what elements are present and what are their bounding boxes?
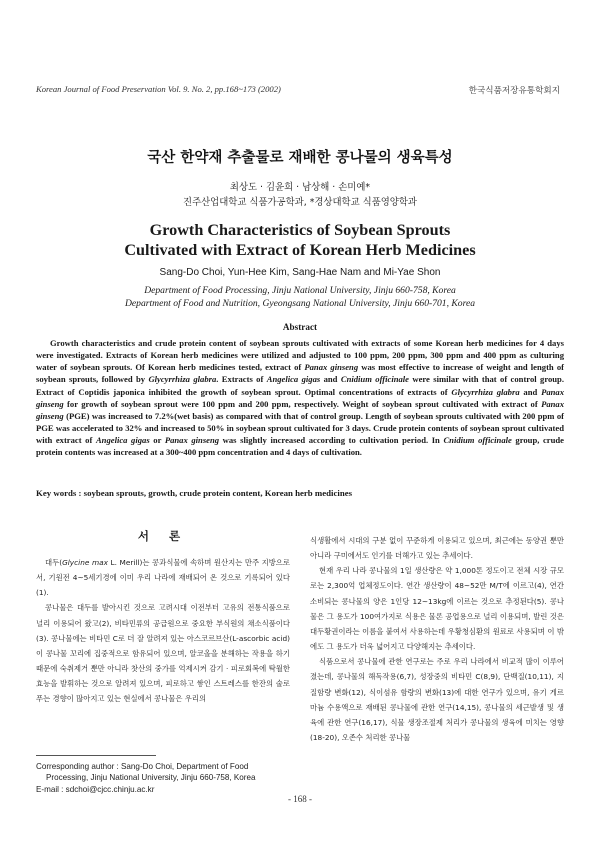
corresponding-author-footnote: Corresponding author : Sang-Do Choi, Department of Food Processing, Jinju National University, Jinju 660-758, Korea E-mail : sdchoi@cjcc.chinju.ac.kr: [36, 761, 290, 795]
intro-paragraph-2: 콩나물은 대두를 발아시킨 것으로 고려시대 이전부터 고유의 전통식품으로 널리 이용되어 왔고(2), 비타민류의 공급원으로 중요한 부식원의 채소식품이다(3). 콩나물에는 비타민 C로 더 잘 알려져 있는 아스코르브산(L-ascorbic acid)이 콩나물 꼬리에 집중적으로 함유되어 있으며, 알코올을 분해하는 작용을 하기 때문에 숙취제거 뿐만 아니라 찻산의 중가를 억제시켜 감기 · 피로회복에 탁월한 효능을 발휘하는 것으로 알려져 있으며, 피로하고 쌓인 스트레스를 한잔의 술로 푸는 경향이 많아지고 있는 현실에서 콩나물은 우리의: [36, 603, 290, 704]
korean-affiliation: 진주산업대학교 식품가공학과, *경상대학교 식품영양학과: [183, 197, 417, 208]
affiliation-1: Department of Food Processing, Jinju National University, Jinju 660-758, Korea: [144, 285, 456, 296]
species-name: Panax ginseng: [36, 398, 564, 421]
intro-paragraph-5: 식품으로서 콩나물에 관한 연구로는 주로 우리 나라에서 비교적 많이 이루어졌는데, 콩나물의 해독작용(6,7), 성장중의 비타민 C(8,9), 단백질(10,11), 지질함량 변화(12), 식이섬유 함량의 변화(13)에 대한 연구가 있으며, 유기 게르마늄 수용액으로 재배된 콩나물에 관한 연구(14,15), 콩나물의 세근발생 및 생육에 관한 연구(16,17), 식물 생장조절제 처리가 콩나물의 생육에 미치는 영향(18-20), 오존수 처리한 콩나물: [310, 657, 564, 743]
introduction-heading: 서 론: [137, 529, 189, 543]
korean-title: 국산 한약재 추출물로 재배한 콩나물의 생육특성: [147, 150, 453, 166]
intro-paragraph-3: 식생활에서 시대의 구분 없이 꾸준하게 이용되고 있으며, 최근에는 동양권 뿐만 아니라 구미에서도 인기를 더해가고 있는 추세이다.: [310, 536, 564, 561]
species-name: Panax ginseng: [36, 386, 564, 409]
species-name: Panax ginseng: [304, 362, 359, 373]
journal-citation: Korean Journal of Food Preservation Vol. 9. No. 2, pp.168~173 (2002): [36, 84, 281, 94]
intro-paragraph-1: 대두(Glycine max L. Merill)는 콩과식물에 속하며 원산지는 만주 지방으로서, 기원전 4~5세기경에 이미 우리 나라에 재배되어 온 것으로 기록되어 있다(1).: [36, 558, 290, 598]
korean-authors: 최상도 · 김윤희 · 남상해 · 손미예*: [229, 182, 371, 193]
affiliation-2: Department of Food and Nutrition, Gyeongsang National University, Jinju 660-701, Korea: [124, 298, 476, 309]
species-name: Panax ginseng: [164, 435, 220, 446]
english-title-line-2: Cultivated with Extract of Korean Herb Medicines: [124, 241, 476, 259]
species-name: Angelica gigas: [266, 374, 321, 385]
english-title: [0, 220, 600, 260]
author-email: E-mail : sdchoi@cjcc.chinju.ac.kr: [36, 784, 155, 794]
english-affiliations: [0, 284, 600, 310]
species-name: Glycine max: [62, 558, 108, 567]
species-name: Angelica gigas: [95, 435, 150, 446]
intro-paragraph-4: 현재 우리 나라 콩나물의 1일 생산량은 약 1,000톤 정도이고 전체 시장 규모로는 2,300억 업체정도이다. 연간 생산량이 48~52만 M/T에 이르고(4), 연간 소비되는 콩나물의 양은 1인당 12~13kg에 이르는 것으로 추정된다(5). 콩나물은 그 용도가 100여가지로 식용은 물론 공업용으로 널리 이용되며, 발린 것은 대두황권이라는 이름을 붙여서 사용하는데 우황청심환의 원료로 사용되며 이 밖에도 그 용도가 더욱 넓어지고 다양해지는 추세이다.: [310, 566, 564, 652]
species-name: Glycyrrhiza glabra: [451, 386, 520, 397]
footnote-divider: [36, 755, 156, 756]
page-number: - 168 -: [288, 794, 312, 804]
right-column: [310, 533, 564, 745]
species-name: Cnidium officinale: [443, 435, 512, 446]
left-column: [36, 555, 290, 707]
abstract-body: Growth characteristics and crude protein content of soybean sprouts cultivated with extracts of some Korean herb medicines for 4 days were investigated. Extracts of Korean herb medicines were utilized and adjusted to 100 ppm, 200 ppm, 300 ppm and 400 ppm as culturing water of soybean sprouts. Of Korean herb medicines tested, extract of Panax ginseng was most effective to increase of weight and length of soybean sprouts, followed by Glycyrrhiza glabra. Extracts of Angelica gigas and Cnidium officinale were similar with that of control group. Extract of Coptidis japonica inhibited the growth of soybean sprout. Optimal concentrations of extracts of Glycyrrhiza glabra and Panax ginseng for growth of soybean sprout were 100 ppm and 200 ppm, respectively. Weight of soybean sprout cultivated with extract of Panax ginseng (PGE) was increased to 7.2%(wet basis) as compared with that of control group. Length of soybean sprouts cultivated with 200 ppm of PGE was accelerated to 32% and increased to 50% in soybean sprout cultivated for 3 days. Crude protein contents of soybean sprout cultivated with extract of Angelica gigas or Panax ginseng was slightly increased according to cultivation period. In Cnidium officinale group, crude protein contents was increased at a 300~400 ppm concentration and 4 days of cultivation.: [36, 338, 565, 458]
keywords: Key words : soybean sprouts, growth, crude protein content, Korean herb medicines: [36, 488, 353, 498]
society-name: 한국식품저장유통학회지: [468, 86, 560, 96]
abstract-heading: Abstract: [282, 322, 318, 332]
species-name: Cnidium officinale: [340, 374, 409, 385]
english-authors: Sang-Do Choi, Yun-Hee Kim, Sang-Hae Nam and Mi-Yae Shon: [159, 267, 441, 278]
english-title-line-1: Growth Characteristics of Soybean Sprouts: [149, 221, 451, 239]
species-name: Glycyrrhiza glabra: [148, 374, 217, 385]
